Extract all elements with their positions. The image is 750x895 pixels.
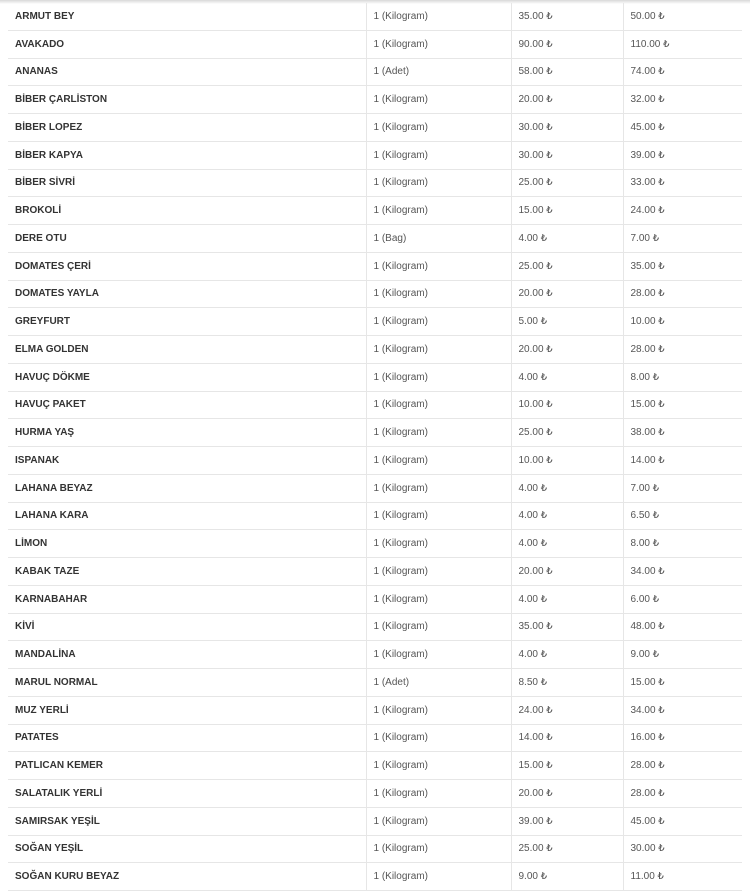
max-price-cell: 34.00 ₺ (623, 696, 742, 724)
table-row (8, 780, 742, 808)
max-price-cell: 6.50 ₺ (623, 502, 742, 530)
min-price-cell: 8.50 ₺ (511, 669, 623, 697)
max-price-cell: 33.00 ₺ (623, 169, 742, 197)
product-name-cell: LİMON (8, 530, 366, 558)
unit-cell: 1 (Adet) (366, 58, 511, 86)
product-name-cell: ANANAS (8, 58, 366, 86)
max-price-cell: 28.00 ₺ (623, 752, 742, 780)
unit-cell: 1 (Kilogram) (366, 447, 511, 475)
min-price-cell: 15.00 ₺ (511, 752, 623, 780)
unit-cell: 1 (Kilogram) (366, 252, 511, 280)
unit-cell: 1 (Kilogram) (366, 336, 511, 364)
unit-cell: 1 (Kilogram) (366, 863, 511, 891)
unit-cell: 1 (Kilogram) (366, 752, 511, 780)
max-price-cell: 35.00 ₺ (623, 252, 742, 280)
unit-cell: 1 (Kilogram) (366, 419, 511, 447)
min-price-cell: 4.00 ₺ (511, 363, 623, 391)
table-row (8, 141, 742, 169)
product-name-cell: MANDALİNA (8, 641, 366, 669)
product-name-cell: BİBER KAPYA (8, 141, 366, 169)
table-row (8, 669, 742, 697)
unit-cell: 1 (Kilogram) (366, 391, 511, 419)
min-price-cell: 24.00 ₺ (511, 696, 623, 724)
max-price-cell: 11.00 ₺ (623, 863, 742, 891)
unit-cell: 1 (Kilogram) (366, 474, 511, 502)
product-name-cell: BROKOLİ (8, 197, 366, 225)
product-name-cell: SOĞAN KURU BEYAZ (8, 863, 366, 891)
max-price-cell: 10.00 ₺ (623, 308, 742, 336)
unit-cell: 1 (Kilogram) (366, 363, 511, 391)
min-price-cell: 25.00 ₺ (511, 835, 623, 863)
table-row (8, 86, 742, 114)
product-name-cell: HAVUÇ DÖKME (8, 363, 366, 391)
product-name-cell: BİBER SİVRİ (8, 169, 366, 197)
unit-cell: 1 (Bag) (366, 225, 511, 253)
unit-cell: 1 (Kilogram) (366, 724, 511, 752)
product-name-cell: LAHANA BEYAZ (8, 474, 366, 502)
min-price-cell: 25.00 ₺ (511, 169, 623, 197)
table-row (8, 197, 742, 225)
max-price-cell: 28.00 ₺ (623, 336, 742, 364)
max-price-cell: 32.00 ₺ (623, 86, 742, 114)
table-row (8, 308, 742, 336)
product-name-cell: BİBER LOPEZ (8, 114, 366, 142)
table-row (8, 114, 742, 142)
product-name-cell: ELMA GOLDEN (8, 336, 366, 364)
table-row (8, 3, 742, 30)
unit-cell: 1 (Kilogram) (366, 807, 511, 835)
product-name-cell: DOMATES ÇERİ (8, 252, 366, 280)
min-price-cell: 20.00 ₺ (511, 558, 623, 586)
product-name-cell: AVAKADO (8, 30, 366, 58)
table-row (8, 419, 742, 447)
max-price-cell: 15.00 ₺ (623, 391, 742, 419)
product-name-cell: ISPANAK (8, 447, 366, 475)
min-price-cell: 4.00 ₺ (511, 502, 623, 530)
max-price-cell: 110.00 ₺ (623, 30, 742, 58)
product-name-cell: SAMIRSAK YEŞİL (8, 807, 366, 835)
max-price-cell: 34.00 ₺ (623, 558, 742, 586)
max-price-cell: 39.00 ₺ (623, 141, 742, 169)
unit-cell: 1 (Kilogram) (366, 696, 511, 724)
product-name-cell: LAHANA KARA (8, 502, 366, 530)
max-price-cell: 8.00 ₺ (623, 530, 742, 558)
unit-cell: 1 (Kilogram) (366, 308, 511, 336)
product-name-cell: GREYFURT (8, 308, 366, 336)
min-price-cell: 90.00 ₺ (511, 30, 623, 58)
max-price-cell: 8.00 ₺ (623, 363, 742, 391)
max-price-cell: 7.00 ₺ (623, 225, 742, 253)
min-price-cell: 4.00 ₺ (511, 530, 623, 558)
unit-cell: 1 (Adet) (366, 669, 511, 697)
min-price-cell: 30.00 ₺ (511, 141, 623, 169)
min-price-cell: 30.00 ₺ (511, 114, 623, 142)
product-name-cell: KABAK TAZE (8, 558, 366, 586)
product-name-cell: MARUL NORMAL (8, 669, 366, 697)
table-row (8, 641, 742, 669)
max-price-cell: 7.00 ₺ (623, 474, 742, 502)
min-price-cell: 35.00 ₺ (511, 3, 623, 30)
table-row (8, 863, 742, 891)
table-row (8, 363, 742, 391)
max-price-cell: 74.00 ₺ (623, 58, 742, 86)
product-name-cell: PATLICAN KEMER (8, 752, 366, 780)
unit-cell: 1 (Kilogram) (366, 30, 511, 58)
max-price-cell: 30.00 ₺ (623, 835, 742, 863)
min-price-cell: 14.00 ₺ (511, 724, 623, 752)
max-price-cell: 24.00 ₺ (623, 197, 742, 225)
min-price-cell: 20.00 ₺ (511, 280, 623, 308)
product-name-cell: PATATES (8, 724, 366, 752)
table-row (8, 807, 742, 835)
table-row (8, 558, 742, 586)
max-price-cell: 9.00 ₺ (623, 641, 742, 669)
unit-cell: 1 (Kilogram) (366, 141, 511, 169)
unit-cell: 1 (Kilogram) (366, 585, 511, 613)
min-price-cell: 4.00 ₺ (511, 225, 623, 253)
max-price-cell: 28.00 ₺ (623, 780, 742, 808)
product-name-cell: HURMA YAŞ (8, 419, 366, 447)
product-name-cell: DOMATES YAYLA (8, 280, 366, 308)
min-price-cell: 25.00 ₺ (511, 419, 623, 447)
table-row (8, 58, 742, 86)
min-price-cell: 35.00 ₺ (511, 613, 623, 641)
product-name-cell: KİVİ (8, 613, 366, 641)
product-name-cell: SOĞAN YEŞİL (8, 835, 366, 863)
price-table (8, 3, 742, 891)
table-row (8, 225, 742, 253)
min-price-cell: 9.00 ₺ (511, 863, 623, 891)
table-row (8, 280, 742, 308)
table-row (8, 391, 742, 419)
unit-cell: 1 (Kilogram) (366, 3, 511, 30)
max-price-cell: 14.00 ₺ (623, 447, 742, 475)
table-row (8, 530, 742, 558)
min-price-cell: 20.00 ₺ (511, 780, 623, 808)
product-name-cell: HAVUÇ PAKET (8, 391, 366, 419)
min-price-cell: 10.00 ₺ (511, 447, 623, 475)
product-name-cell: KARNABAHAR (8, 585, 366, 613)
min-price-cell: 20.00 ₺ (511, 336, 623, 364)
min-price-cell: 39.00 ₺ (511, 807, 623, 835)
unit-cell: 1 (Kilogram) (366, 86, 511, 114)
min-price-cell: 20.00 ₺ (511, 86, 623, 114)
min-price-cell: 4.00 ₺ (511, 585, 623, 613)
max-price-cell: 48.00 ₺ (623, 613, 742, 641)
table-row (8, 169, 742, 197)
table-row (8, 30, 742, 58)
max-price-cell: 16.00 ₺ (623, 724, 742, 752)
unit-cell: 1 (Kilogram) (366, 641, 511, 669)
unit-cell: 1 (Kilogram) (366, 114, 511, 142)
min-price-cell: 4.00 ₺ (511, 474, 623, 502)
unit-cell: 1 (Kilogram) (366, 280, 511, 308)
table-row (8, 585, 742, 613)
product-name-cell: ARMUT BEY (8, 3, 366, 30)
min-price-cell: 4.00 ₺ (511, 641, 623, 669)
min-price-cell: 10.00 ₺ (511, 391, 623, 419)
max-price-cell: 6.00 ₺ (623, 585, 742, 613)
max-price-cell: 15.00 ₺ (623, 669, 742, 697)
max-price-cell: 38.00 ₺ (623, 419, 742, 447)
table-row (8, 724, 742, 752)
table-row (8, 336, 742, 364)
product-name-cell: SALATALIK YERLİ (8, 780, 366, 808)
unit-cell: 1 (Kilogram) (366, 835, 511, 863)
min-price-cell: 25.00 ₺ (511, 252, 623, 280)
price-table-body (8, 3, 742, 891)
product-name-cell: DERE OTU (8, 225, 366, 253)
unit-cell: 1 (Kilogram) (366, 169, 511, 197)
table-row (8, 474, 742, 502)
min-price-cell: 5.00 ₺ (511, 308, 623, 336)
max-price-cell: 45.00 ₺ (623, 114, 742, 142)
product-name-cell: BİBER ÇARLİSTON (8, 86, 366, 114)
table-row (8, 447, 742, 475)
min-price-cell: 58.00 ₺ (511, 58, 623, 86)
max-price-cell: 50.00 ₺ (623, 3, 742, 30)
table-row (8, 696, 742, 724)
unit-cell: 1 (Kilogram) (366, 502, 511, 530)
table-row (8, 252, 742, 280)
table-row (8, 613, 742, 641)
unit-cell: 1 (Kilogram) (366, 558, 511, 586)
table-row (8, 835, 742, 863)
unit-cell: 1 (Kilogram) (366, 780, 511, 808)
product-name-cell: MUZ YERLİ (8, 696, 366, 724)
unit-cell: 1 (Kilogram) (366, 530, 511, 558)
table-row (8, 752, 742, 780)
unit-cell: 1 (Kilogram) (366, 197, 511, 225)
max-price-cell: 45.00 ₺ (623, 807, 742, 835)
max-price-cell: 28.00 ₺ (623, 280, 742, 308)
unit-cell: 1 (Kilogram) (366, 613, 511, 641)
min-price-cell: 15.00 ₺ (511, 197, 623, 225)
table-row (8, 502, 742, 530)
